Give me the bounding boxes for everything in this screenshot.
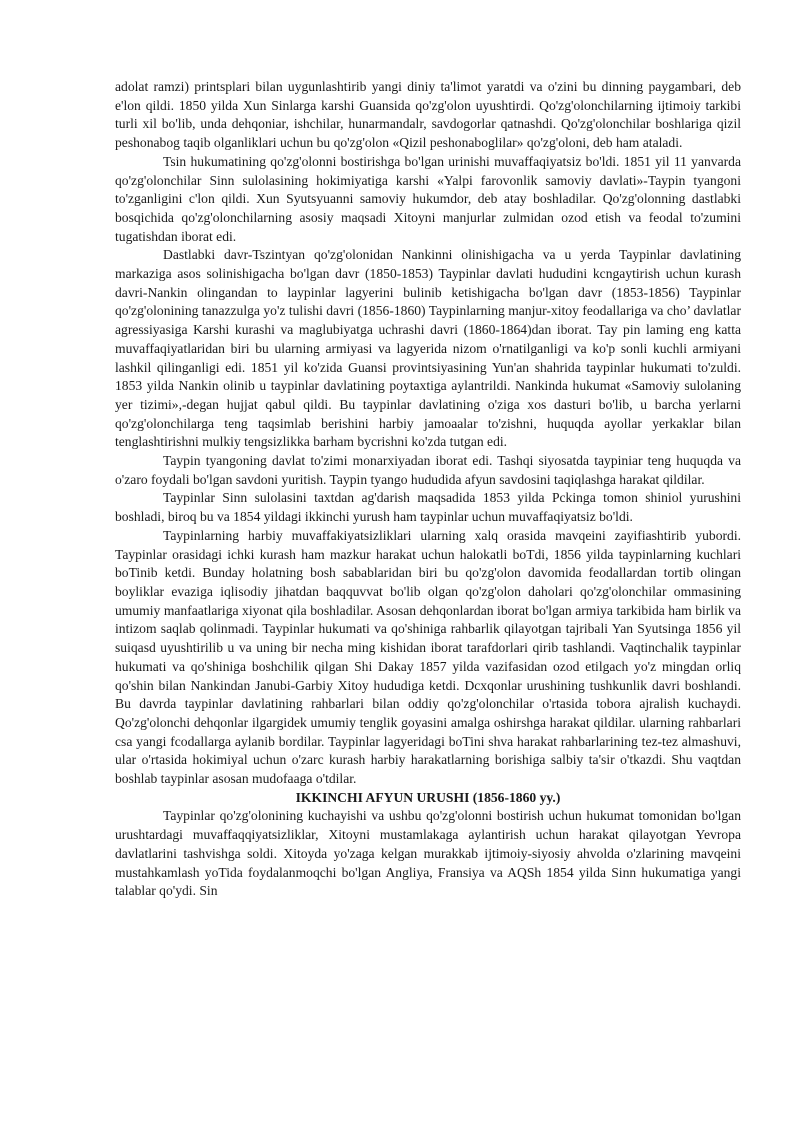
paragraph-1: adolat ramzi) printsplari bilan uygunlashtirib yangi diniy ta'limot yaratdi va o'zini bu dinning paygambari, deb e'lon qildi. 1850 yilda Xun Sinlarga karshi Guansida qo'zg'olon uyushtirdi. Qo'zg'olonchilarning ijtimoiy tarkibi turli xil bo'lib, unda dehqoniar, ishchilar, hunarmandalr, savdogorlar qatnashdi. Qo'zg'olonchilar boshlariga qizil peshonabog taqib olganliklari uchun bu qo'zg'olon «Qizil peshonaboglilar» qo'zg'oloni, deb ham ataladi. (115, 79, 741, 151)
paragraph-7: Taypinlar qo'zg'olonining kuchayishi va ushbu qo'zg'olonni bostirish uchun hukumat tomonidan bo'lgan urushtardagi muvaffaqqiyatsizliklar, Xitoyni mustamlakaga aylantirish uchun harakat qilayotgan Yevropa davlatlarini tashvishga soldi. Xitoyda yo'zaga kelgan murakkab ijtimoiy-siyosiy ahvolda o'zlarining mavqeini mustahkamlash yoTida foydalanmoqchi bo'lgan Angliya, Fransiya va AQSh 1854 yilda Sinn hukumatiga yangi talablar qo'ydi. Sin (115, 808, 741, 899)
section-heading: IKKINCHI AFYUN URUSHI (1856-1860 yy.) (295, 789, 561, 805)
paragraph-2: Tsin hukumatining qo'zg'olonni bostirishga bo'lgan urinishi muvaffaqiyatsiz bo'ldi. 1851 yil 11 yanvarda qo'zg'olonchilar Sinn sulolasining hokimiyatiga karshi «Yalpi farovonlik samoviy davlati»-Taypin tyangoni to'zganligini c'lon qildi. Xun Syutsyuanni samoviy hukumdor, deb atay boshladilar. Qo'zg'olonning dastlabki bosqichida qo'zg'olonchilarning asosiy maqsadi Xitoyni manjurlar zulmidan ozod etish va feodal to'zumini tugatishdan iborat edi. (115, 153, 741, 244)
paragraph-3: Dastlabki davr-Tszintyan qo'zg'olonidan Nankinni olinishigacha va u yerda Taypinlar davlatining markaziga asos solinishigacha bo'lgan davr (1850-1853) Taypinlar davlati hududini kcngaytirish uchun kurash davri-Nankin olingandan to laypinlar lagyerini bulinib ketishigacha bo'lgan davr (1853-1856) Taypinlar qo'zg'olonining tanazzulga yo'z tulishi davri (1856-1860) Taypinlarning manjur-xitoy feodallariga va cho’ davlatlar agressiyasiga Karshi kurashi va maglubiyatga uchrashi davri (1860-1864)dan iborat. Tay pin laming eng katta muvaffaqiyatlaridan biri bu ularning armiyasi va lagyerida nizom o'rnatilganligi va ko'p sonli kuchli armiyani lashkil qilinganligi edi. 1851 yil ko'zida Guansi provintsiyasining Yun'an shahrida taypinlar hukumati to'zuldi. 1853 yilda Nankin olinib u taypinlar davlatining poytaxtiga aylantrildi. Nankinda hukumat «Samoviy sulolaning yer tizimi»,-degan hujjat qabul qildi. Bu taypinlar davlatining o'ziga xos dasturi bo'lib, u barcha yerlarni qo'zg'olonchilarga teng taqsimlab berishini harbiy jamoaalar to'zishni, huquqda ayollar yerkaklar bilan tenglashtirishni mulkiy tengsizlikka barham bycrishni ko'zda tutgan edi. (115, 247, 741, 450)
document-page (115, 78, 741, 901)
paragraph-5: Taypinlar Sinn sulolasini taxtdan ag'darish maqsadida 1853 yilda Pckinga tomon shiniol yurushini boshladi, biroq bu va 1854 yildagi ikkinchi yurush ham taypinlar uchun muvaffaqiyatsiz bo'ldi. (115, 490, 741, 525)
paragraph-6: Taypinlarning harbiy muvaffakiyatsizliklari ularning xalq orasida mavqeini zayifiashtirib yubordi. Taypinlar orasidagi ichki kurash ham mazkur harakat uchun halokatli boTdi, 1856 yilda taypinlarning kuchlari boTinib ketdi. Bunday holatning bosh sabablaridan biri bu qo'zg'olon davomida feodallardan tortib olingan boyliklar evaziga iqlisodiy jihatdan baqquvvat bo'lib olgan qo'zg'olon daholari qo'zg'olonchilar ommasining umumiy manfaatlariga xiyonat qila boshladilar. Asosan dehqonlardan iborat bo'lgan armiya tarkibida ham birlik va intizom saqlab qolinmadi. Taypinlar hukumati va qo'shiniga rahbarlik qilayotgan tajribali Yan Syutsinga 1856 yil suiqasd uyushtirilib u va uning bir necha ming kishidan iborat tarafdorlari qirib tashlandi. Vaqtinchalik taypinlar hukumati va qo'shiniga boshchilik qilgan Shi Dakay 1857 yilda vazifasidan ozod etilgach yo'z mingdan orliq qo'shin bilan Nankindan Janubi-Garbiy Xitoy hududiga ketdi. Dcxqonlar urushining tushkunlik davri boshlandi. Bu davrda taypinlar davlatining rahbarlari bilan oddiy qo'zg'olonchilar o'rtasida tobora ajralish kuchaydi. Qo'zg'olonchi dehqonlar ilgargidek umumiy tenglik goyasini amalga oshirshga harakat qildilar. ularning rahbarlari csa yangi fcodallarga aylanib bordilar. Taypinlar lagyeridagi boTini shva harakat rahbarlarining tez-tez almashuvi, ular o'rtasida hokimiyal uchun o'zarc kurash harbiy harakatlarning borishiga salbiy ta'sir o'tkazdi. Shu vaqtdan boshlab taypinlar asosan mudofaaga o'tdilar. (115, 527, 741, 787)
paragraph-4: Taypin tyangoning davlat to'zimi monarxiyadan iborat edi. Tashqi siyosatda taypiniar teng huquqda va o'zaro foydali bo'lgan savdoni yuritish. Taypin tyango hududida afyun savdosini taqiqlashga harakat qildilar. (115, 453, 741, 487)
